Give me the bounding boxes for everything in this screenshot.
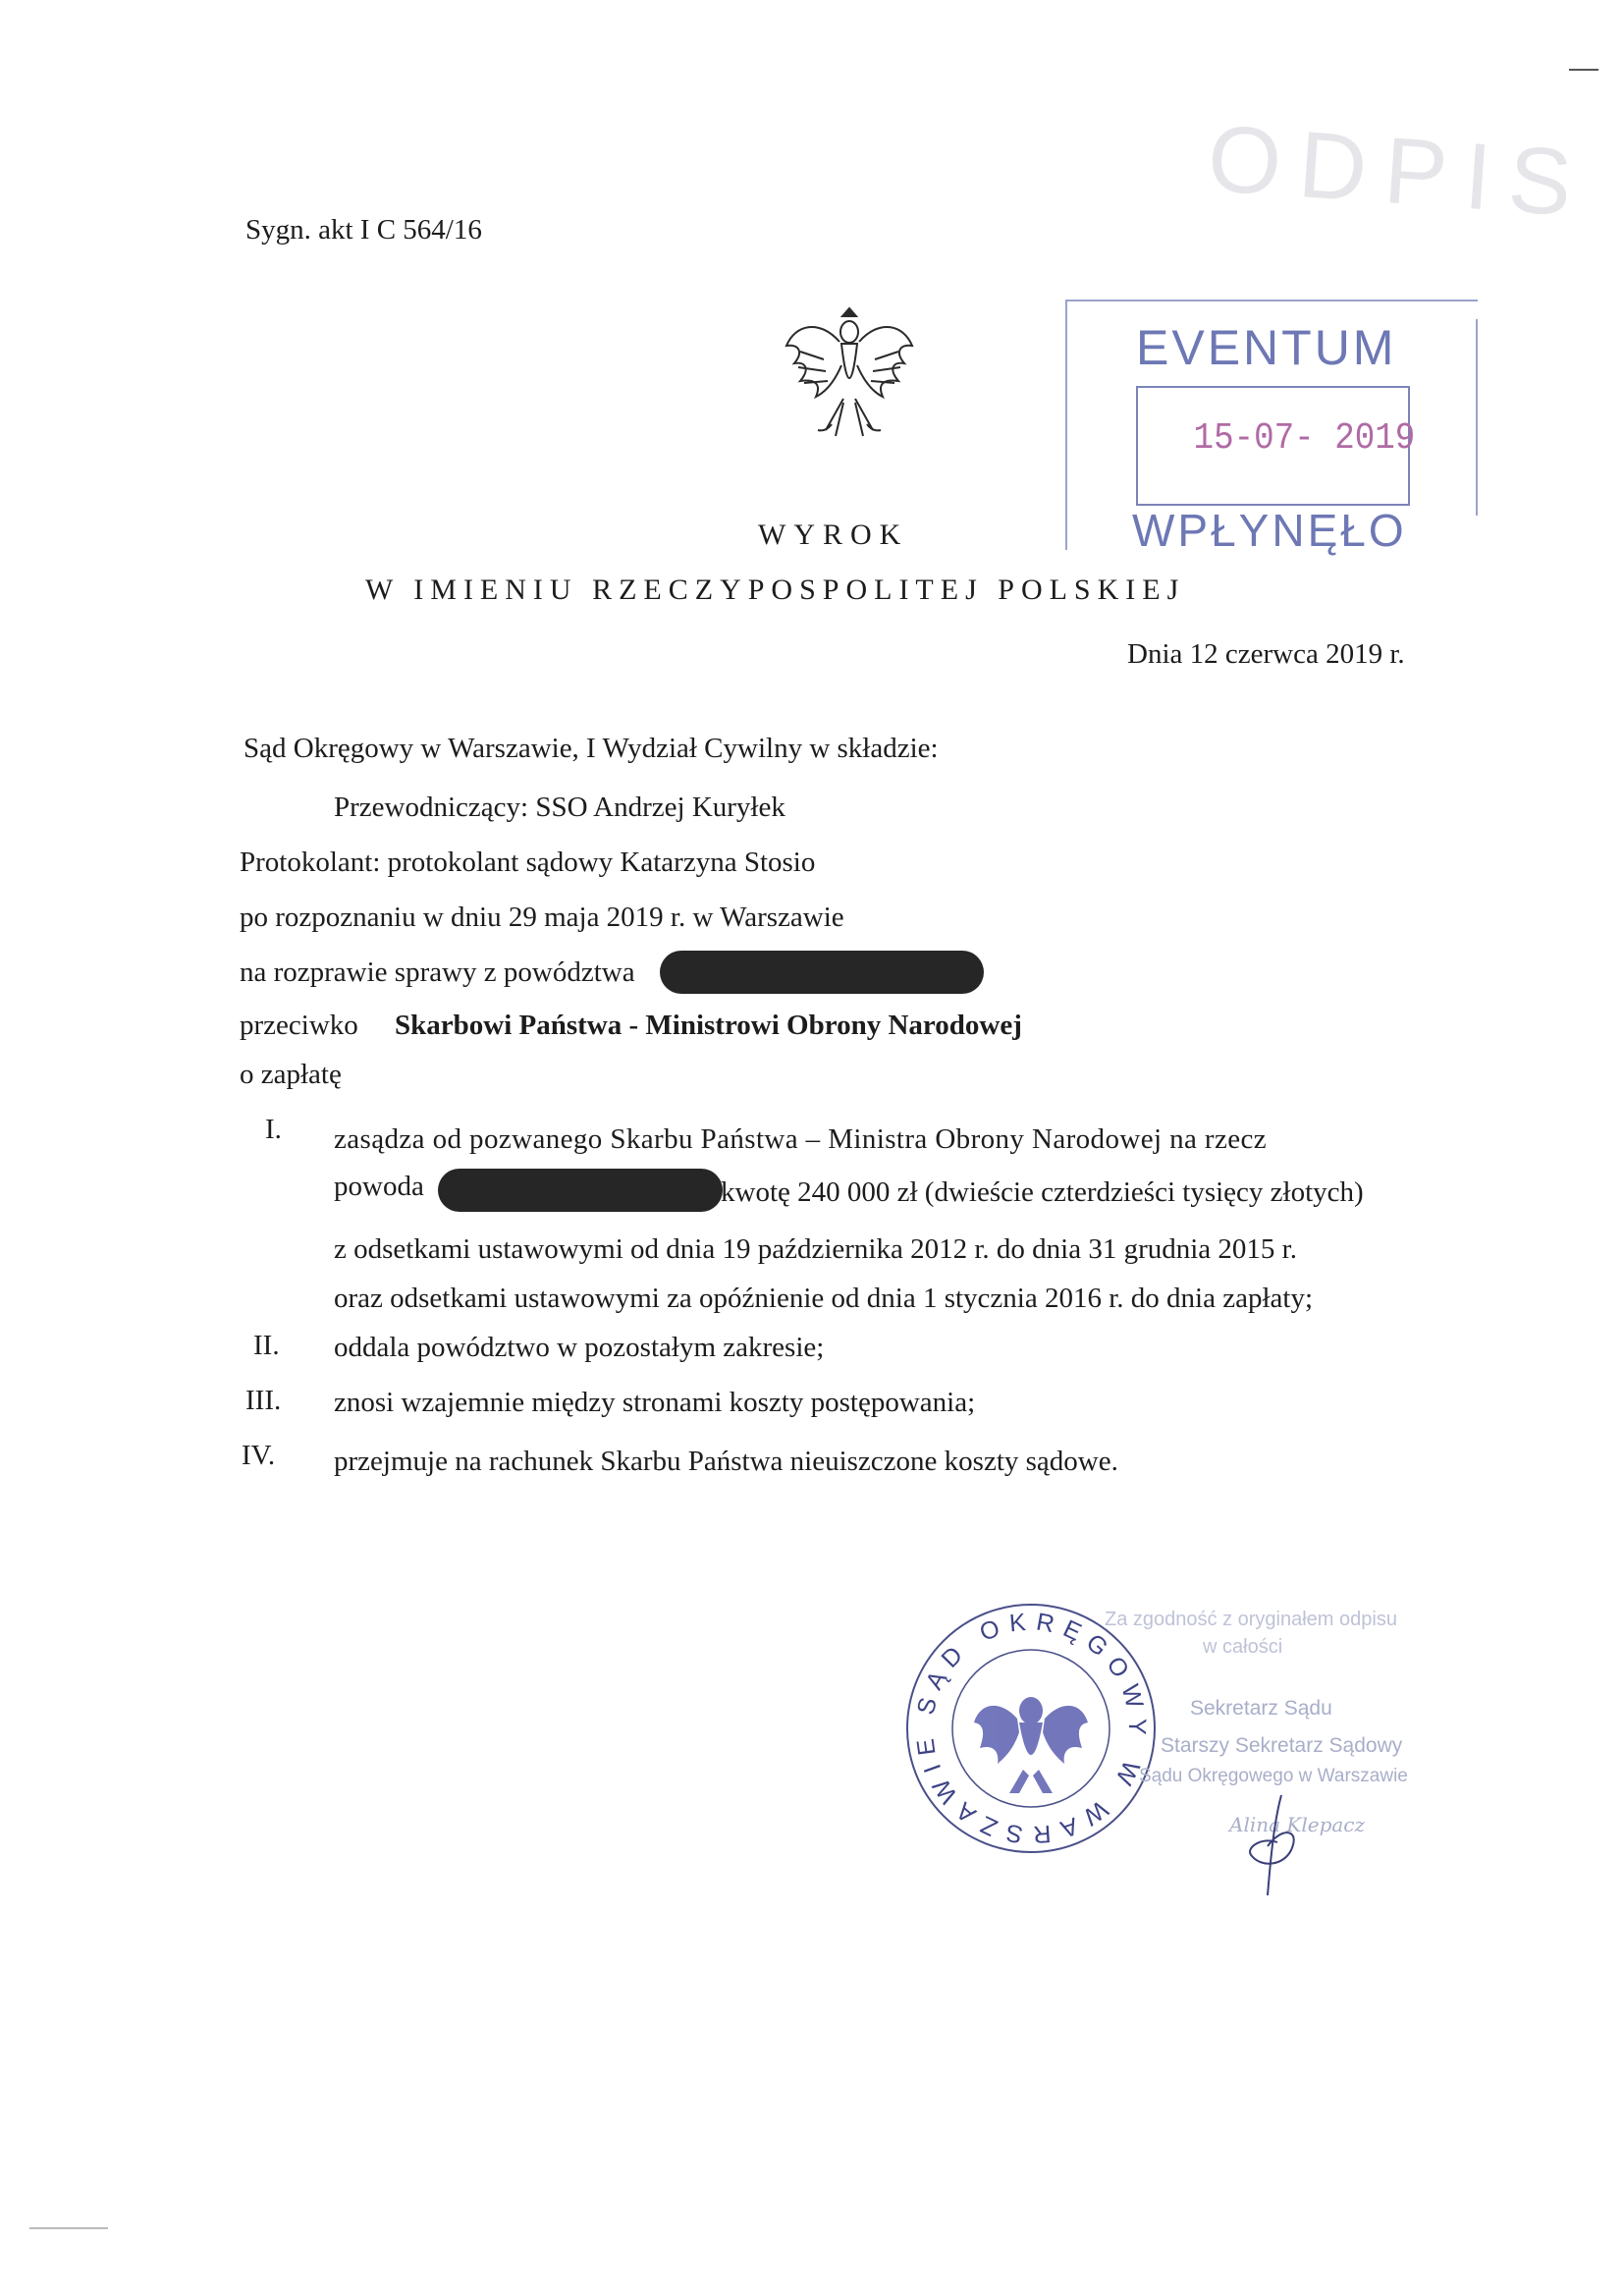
seal-eagle-icon [974,1697,1088,1793]
ruling-text: zasądza od pozwanego Skarbu Państwa – Ministra Obrony Narodowej na rzecz [334,1123,1268,1155]
certification-line: Za zgodność z oryginałem odpisu [1105,1609,1397,1630]
scan-mark [29,2227,108,2229]
certification-line: w całości [1203,1636,1283,1658]
received-stamp [1065,300,1478,555]
ruling-text: przejmuje na rachunek Skarbu Państwa nieuiszczone koszty sądowe. [334,1446,1118,1477]
ruling-number: I. [265,1114,282,1145]
stamp-company: EVENTUM [1136,320,1397,375]
case-reference: Sygn. akt I C 564/16 [245,214,482,246]
ruling-text: powoda [334,1171,424,1202]
hearing-info: po rozpoznaniu w dniu 29 maja 2019 r. w Warszawie [240,902,844,933]
court-clerk: Protokolant: protokolant sądowy Katarzyna Stosio [240,847,816,878]
judgment-title: WYROK [758,519,909,551]
judgment-date: Dnia 12 czerwca 2019 r. [1127,638,1405,670]
court-seal [903,1601,1159,1856]
presiding-judge: Przewodniczący: SSO Andrzej Kuryłek [334,792,785,823]
stamp-date: 15-07- 2019 [1193,417,1416,460]
ruling-text: oddala powództwo w pozostałym zakresie; [334,1332,825,1363]
court-composition: Sąd Okręgowy w Warszawie, I Wydział Cywilny w składzie: [244,733,939,764]
certification-line: Sekretarz Sądu [1190,1697,1332,1720]
stamp-label: WPŁYNĘŁO [1132,505,1407,556]
ruling-number: III. [245,1385,282,1416]
ruling-text: kwotę 240 000 zł (dwieście czterdzieści tysięcy złotych) [721,1176,1364,1208]
eagle-emblem-icon [781,295,918,442]
case-subject: o zapłatę [240,1059,342,1090]
signature-icon [1232,1787,1321,1905]
certification-line: Starszy Sekretarz Sądowy [1161,1734,1403,1757]
certification-line: Sądu Okręgowego w Warszawie [1139,1766,1408,1786]
ruling-text: oraz odsetkami ustawowymi za opóźnienie od dnia 1 stycznia 2016 r. do dnia zapłaty; [334,1283,1314,1314]
certification-signature: Alina Klepacz [1229,1813,1366,1836]
scan-mark [1569,69,1598,71]
watermark-text: ODPIS [1204,105,1594,238]
seal-text: SĄD OKRĘGOWY W WARSZAWIE [910,1608,1152,1849]
against-label: przeciwko [240,1010,358,1041]
defendant-name: Skarbowi Państwa - Ministrowi Obrony Narodowej [395,1010,1022,1041]
ruling-text: z odsetkami ustawowymi od dnia 19 października 2012 r. do dnia 31 grudnia 2015 r. [334,1233,1297,1265]
case-intro: na rozprawie sprawy z powództwa [240,957,635,988]
redaction-plaintiff [660,951,984,994]
ruling-text: znosi wzajemnie między stronami koszty postępowania; [334,1387,976,1418]
ruling-number: II. [253,1330,280,1361]
redaction-plaintiff-name [438,1169,723,1212]
ruling-number: IV. [242,1440,276,1471]
judgment-subtitle: W IMIENIU RZECZYPOSPOLITEJ POLSKIEJ [365,574,1186,606]
